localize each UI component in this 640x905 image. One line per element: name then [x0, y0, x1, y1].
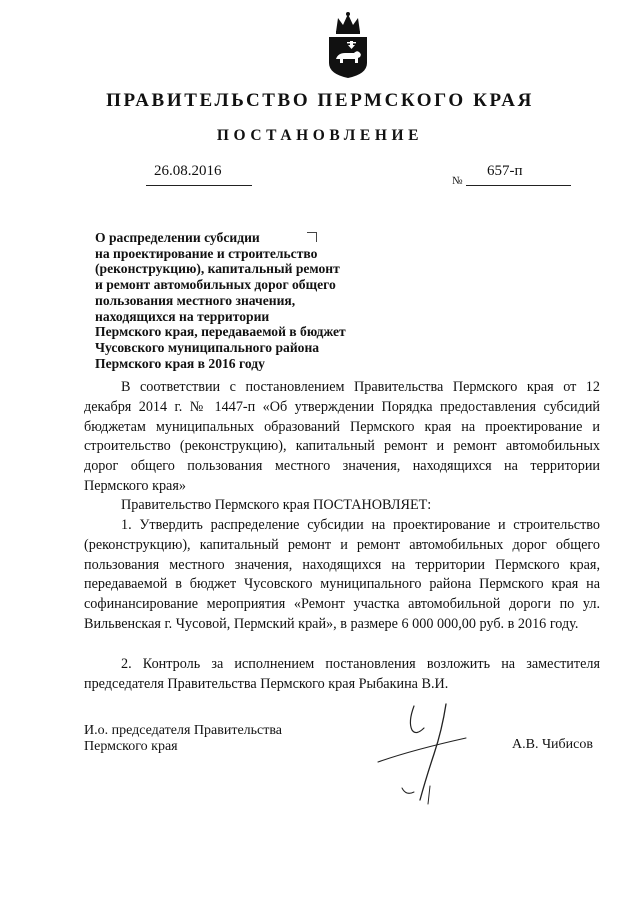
document-date: 26.08.2016 [154, 163, 222, 179]
number-sign: № [452, 175, 463, 187]
signer-title: И.о. председателя Правительства Пермского края [84, 723, 283, 754]
document-type-title: ПОСТАНОВЛЕНИЕ [216, 127, 424, 144]
government-title: ПРАВИТЕЛЬСТВО ПЕРМСКОГО КРАЯ [106, 90, 534, 111]
subject-line: О распределении субсидии [95, 230, 260, 245]
subject-line: (реконструкцию), капитальный ремонт [95, 261, 340, 277]
clause-2-paragraph: 2. Контроль за исполнением постановления возложить на заместителя председателя Правительства Пермского края Рыбакина В.И. [84, 656, 600, 692]
subject-line: на проектирование и строительство [95, 245, 318, 261]
resolution-statement: Правительство Пермского края ПОСТАНОВЛЯЕТ: [121, 497, 432, 513]
subject-line: находящихся на территории [95, 308, 270, 324]
date-field [146, 163, 252, 186]
clause-1-paragraph: 1. Утвердить распределение субсидии на проектирование и строительство (реконструкцию), капитальный ремонт и ремонт автомобильных дорог общего пользования местного значения, находящихся на территории Пермского края, передаваемой в бюджет Чусовского муниципального района Пермского края на софинансирование мероприятия «Ремонт участка автомобильной дороги по ул. Вильвенская г. Чусовой, Пермский край», в размере 6 000 000,00 руб. в 2016 году. [84, 517, 600, 632]
handwritten-signature-icon [372, 700, 472, 810]
preamble-paragraph: В соответствии с постановлением Правительства Пермского края от 12 декабря 2014 г. № 1447-п «Об утверждении Порядка предоставления субсидий бюджетам муниципальных образований Пермского края на проектирование и строительство (реконструкцию), капитальный ремонт и ремонт автомобильных дорог общего пользования местного значения, находящихся на территории Пермского края» [84, 379, 600, 494]
subject-heading [95, 230, 395, 371]
subject-line: Чусовского муниципального района [95, 339, 320, 355]
subject-line: пользования местного значения, [95, 292, 296, 308]
subject-line: и ремонт автомобильных дорог общего [95, 277, 336, 293]
subject-line: Пермского края в 2016 году [95, 355, 265, 371]
number-field [466, 163, 571, 186]
document-number: 657-п [487, 163, 523, 179]
perm-krai-coat-of-arms-icon [326, 10, 370, 80]
signer-name: А.В. Чибисов [512, 737, 593, 752]
subject-line: Пермского края, передаваемой в бюджет [95, 324, 346, 340]
